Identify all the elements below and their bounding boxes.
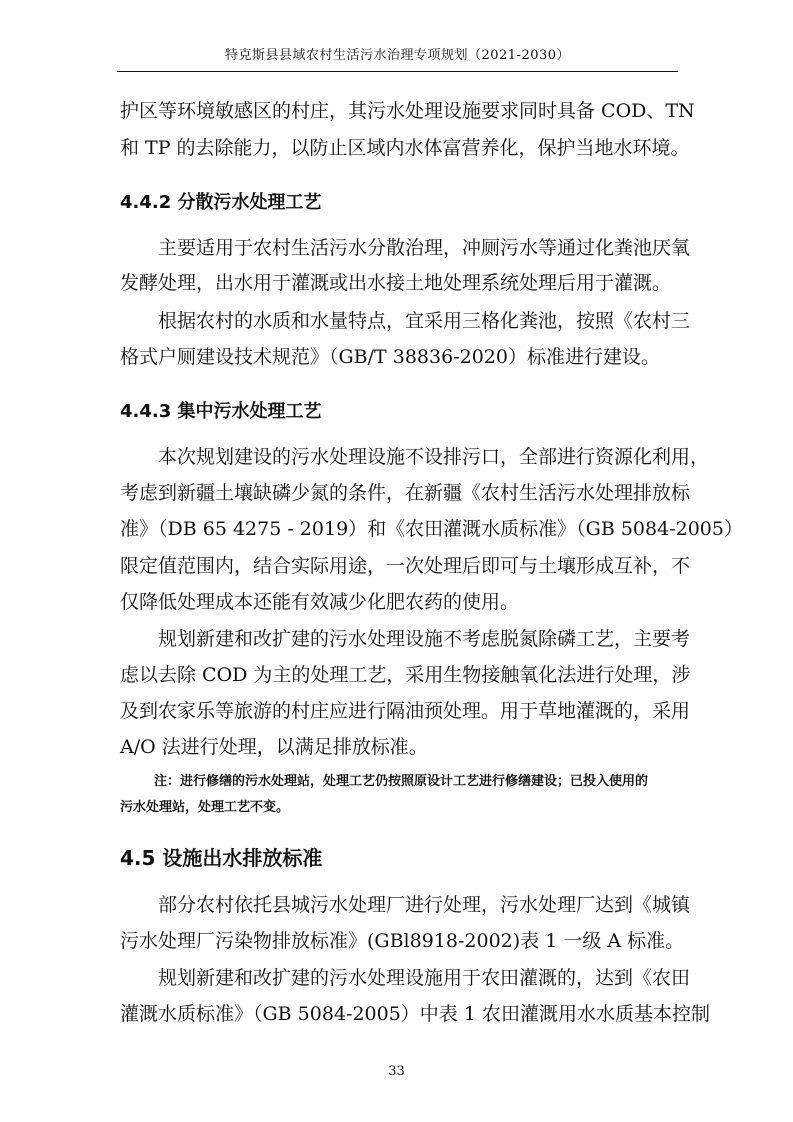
paragraph-line: 根据农村的水质和水量特点，宜采用三格化粪池，按照《农村三 (158, 310, 691, 332)
paragraph-line: 护区等环境敏感区的村庄，其污水处理设施要求同时具备 COD、TN (120, 100, 695, 122)
paragraph-line: 限定值范围内，结合实际用途，一次处理后即可与土壤形成互补，不 (120, 555, 691, 577)
paragraph-line: 和 TP 的去除能力，以防止区域内水体富营养化，保护当地水环境。 (120, 137, 690, 159)
note-line: 注：进行修缮的污水处理站，处理工艺仍按照原设计工艺进行修缮建设；已投入使用的 (154, 774, 649, 789)
paragraph-line: 本次规划建设的污水处理设施不设排污口，全部进行资源化利用， (158, 446, 710, 468)
section-heading-4-5: 4.5 设施出水排放标准 (120, 846, 323, 870)
paragraph-line: 主要适用于农村生活污水分散治理，冲厕污水等通过化粪池厌氧 (158, 237, 691, 259)
paragraph-line: 灌溉水质标准》（GB 5084-2005）中表 1 农田灌溉用水水质基本控制 (120, 1003, 710, 1025)
section-heading-4-4-2: 4.4.2 分散污水处理工艺 (120, 192, 322, 213)
section-heading-4-4-3: 4.4.3 集中污水处理工艺 (120, 401, 322, 422)
running-header: 特克斯县县域农村生活污水治理专项规划（2021-2030） (224, 48, 571, 63)
paragraph-line: 部分农村依托县城污水处理厂进行处理，污水处理厂达到《城镇 (158, 894, 691, 916)
header-rule (117, 71, 678, 72)
note-line: 污水处理站，处理工艺不变。 (120, 800, 290, 815)
paragraph-line: 虑以去除 COD 为主的处理工艺，采用生物接触氧化法进行处理，涉 (120, 664, 691, 686)
paragraph-line: 规划新建和改扩建的污水处理设施不考虑脱氮除磷工艺，主要考 (158, 628, 691, 650)
paragraph-line: 考虑到新疆土壤缺磷少氮的条件，在新疆《农村生活污水处理排放标 (120, 482, 691, 504)
paragraph-line: 发酵处理，出水用于灌溉或出水接土地处理系统处理后用于灌溉。 (120, 272, 672, 294)
paragraph-line: 污水处理厂污染物排放标准》(GBl8918-2002)表 1 一级 A 标准。 (120, 930, 685, 952)
paragraph-line: 及到农家乐等旅游的村庄应进行隔油预处理。用于草地灌溉的，采用 (120, 700, 691, 722)
paragraph-line: 规划新建和改扩建的污水处理设施用于农田灌溉的，达到《农田 (158, 967, 691, 989)
paragraph-line: 格式户厕建设技术规范》（GB/T 38836-2020）标准进行建设。 (120, 346, 660, 368)
page-number: 33 (388, 1064, 405, 1079)
paragraph-line: 仅降低处理成本还能有效减少化肥农药的使用。 (120, 591, 520, 613)
paragraph-line: 准》（DB 65 4275 - 2019）和《农田灌溉水质标准》（GB 5084-2005） (120, 518, 743, 540)
paragraph-line: A/O 法进行处理，以满足排放标准。 (120, 736, 428, 758)
